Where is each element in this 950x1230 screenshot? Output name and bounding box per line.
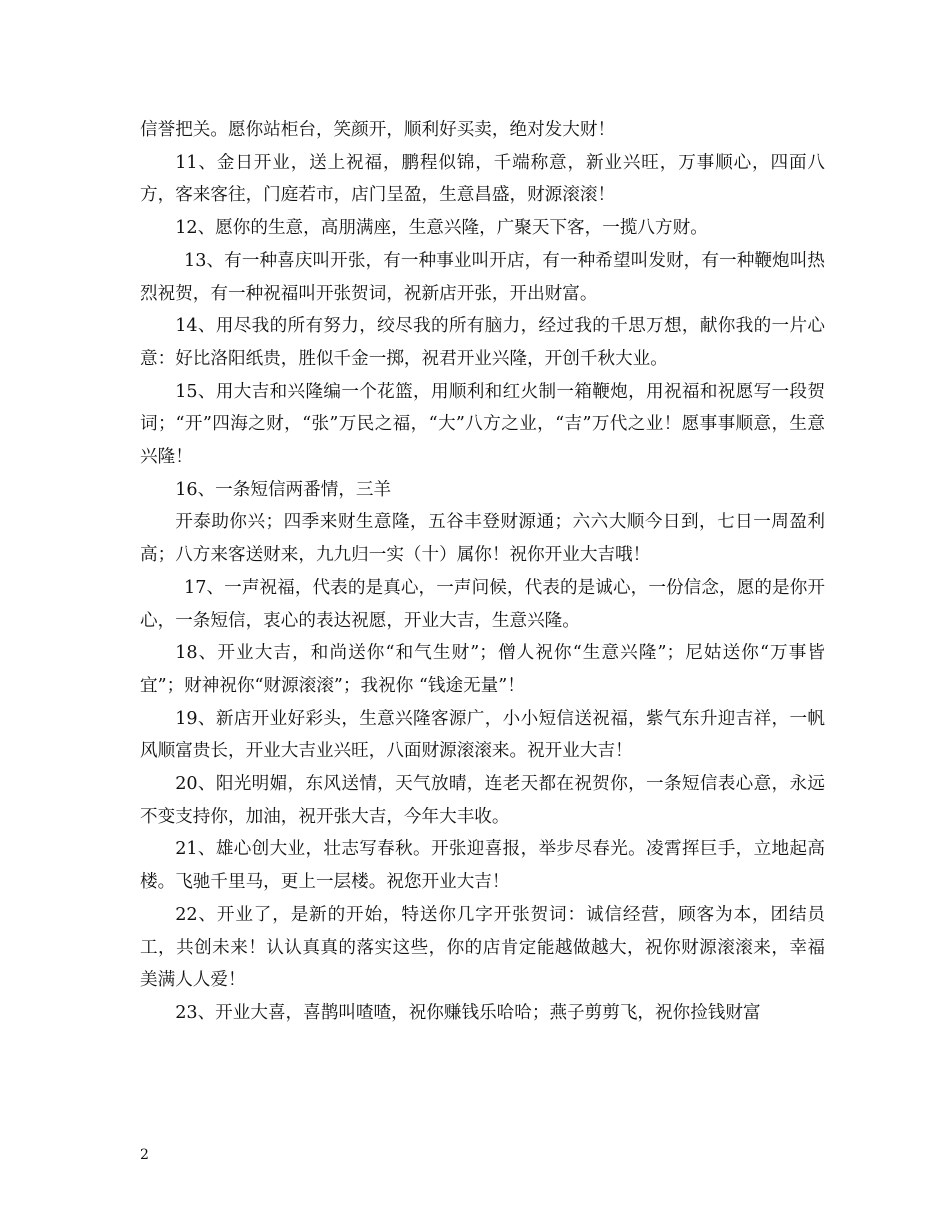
paragraph: 22、开业了，是新的开始，特送你几字开张贺词：诚信经营，顾客为本，团结员工，共创未来！认认真真的落实这些，你的店肯定能越做越大，祝你财源滚滚来，幸福美满人人爱！ (140, 904, 825, 991)
paragraph: 20、阳光明媚，东风送情，天气放晴，连老天都在祝贺你，一条短信表心意，永远不变支持你，加油，祝开张大吉，今年大丰收。 (140, 774, 825, 827)
paragraph: 18、开业大吉，和尚送你“和气生财”；僧人祝你“生意兴隆”；尼姑送你“万事皆宜”；财神祝你“财源滚滚”；我祝你 “钱途无量”！ (140, 643, 825, 696)
paragraph: 21、雄心创大业，壮志写春秋。开张迎喜报，举步尽春光。凌霄挥巨手，立地起高楼。飞驰千里马，更上一层楼。祝您开业大吉！ (140, 839, 825, 893)
paragraph: 13、有一种喜庆叫开张，有一种事业叫开店，有一种希望叫发财，有一种鞭炮叫热烈祝贺，有一种祝福叫开张贺词，祝新店开张，开出财富。 (140, 250, 825, 304)
paragraph: 23、开业大喜，喜鹊叫喳喳，祝你赚钱乐哈哈；燕子剪剪飞，祝你捡钱财富 (175, 1002, 761, 1023)
paragraph: 开泰助你兴；四季来财生意隆，五谷丰登财源通；六六大顺今日到，七日一周盈利高；八方来客送财来，九九归一实（十）属你！祝你开业大吉哦！ (140, 512, 825, 566)
paragraph: 17、一声祝福，代表的是真心，一声问候，代表的是诚心，一份信念，愿的是你开心，一条短信，衷心的表达祝愿，开业大吉，生意兴隆。 (140, 577, 825, 631)
paragraph: 19、新店开业好彩头，生意兴隆客源广，小小短信送祝福，紫气东升迎吉祥，一帆风顺富贵长，开业大吉业兴旺，八面财源滚滚来。祝开业大吉！ (140, 708, 825, 762)
page-number: 2 (140, 1147, 149, 1163)
paragraph: 12、愿你的生意，高朋满座，生意兴隆，广聚天下客，一揽八方财。 (175, 218, 708, 239)
paragraph: 16、一条短信两番情，三羊 (175, 479, 392, 500)
paragraph: 信誉把关。愿你站柜台，笑颜开，顺利好买卖，绝对发大财！ (140, 120, 616, 140)
paragraph: 14、用尽我的所有努力，绞尽我的所有脑力，经过我的千思万想，献你我的一片心意：好比洛阳纸贵，胜似千金一掷，祝君开业兴隆，开创千秋大业。 (140, 316, 825, 369)
document-body (140, 114, 825, 1030)
paragraph: 11、金日开业，送上祝福，鹏程似锦，千端称意，新业兴旺，万事顺心，四面八方，客来客往，门庭若市，店门呈盈，生意昌盛，财源滚滚！ (140, 152, 825, 206)
paragraph: 15、用大吉和兴隆编一个花篮，用顺利和红火制一箱鞭炮，用祝福和祝愿写一段贺词；“开”四海之财，“张”万民之福，“大”八方之业，“吉”万代之业！愿事事顺意，生意兴隆！ (140, 381, 825, 468)
